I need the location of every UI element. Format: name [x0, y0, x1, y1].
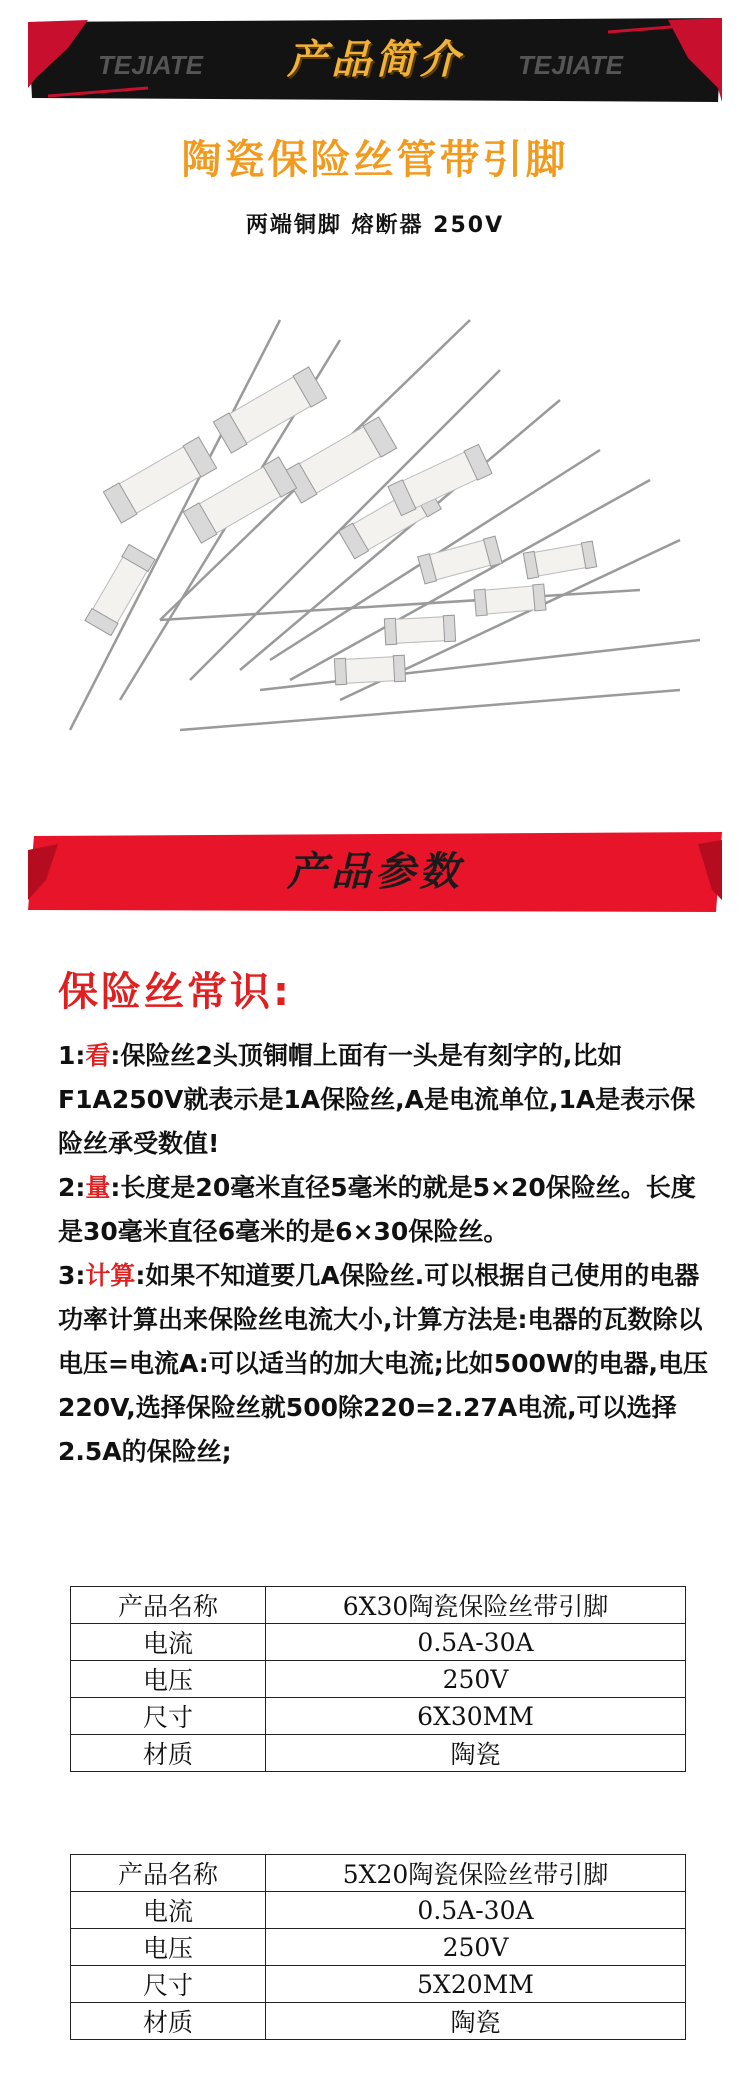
table-row — [71, 1929, 686, 1966]
table-row — [71, 1587, 686, 1624]
spec-value: 6X30陶瓷保险丝带引脚 — [266, 1587, 686, 1624]
spec-value: 陶瓷 — [266, 2003, 686, 2040]
spec-value: 陶瓷 — [266, 1735, 686, 1772]
table-row — [71, 1735, 686, 1772]
table-row — [71, 1892, 686, 1929]
spec-value: 250V — [266, 1929, 686, 1966]
spec-label: 产品名称 — [71, 1587, 266, 1624]
spec-label: 电流 — [71, 1892, 266, 1929]
spec-label: 电流 — [71, 1624, 266, 1661]
spec-value: 250V — [266, 1661, 686, 1698]
item-number: 1: — [58, 1041, 86, 1070]
spec-label: 尺寸 — [71, 1698, 266, 1735]
knowledge-item — [58, 1166, 718, 1254]
item-keyword: 看 — [85, 1041, 111, 1070]
table-row — [71, 1624, 686, 1661]
spec-label: 材质 — [71, 2003, 266, 2040]
banner-watermark-right: TEJIATE — [518, 50, 623, 80]
item-keyword: 量 — [85, 1173, 111, 1202]
spec-label: 材质 — [71, 1735, 266, 1772]
knowledge-item — [58, 1034, 718, 1166]
fuse-group — [85, 367, 597, 685]
params-banner — [28, 830, 722, 914]
spec-value: 6X30MM — [266, 1698, 686, 1735]
product-title: 陶瓷保险丝管带引脚 — [181, 137, 569, 183]
item-number: 3: — [58, 1261, 86, 1290]
knowledge-item — [58, 1254, 718, 1474]
spec-table-5x20 — [70, 1854, 686, 2040]
knowledge-list — [58, 1034, 718, 1474]
item-keyword: 计算 — [85, 1261, 136, 1290]
params-banner-title: 产品参数 — [287, 849, 463, 895]
table-row — [71, 2003, 686, 2040]
spec-table-6x30 — [70, 1586, 686, 1772]
table-row — [71, 1661, 686, 1698]
table-row — [71, 1698, 686, 1735]
knowledge-title: 保险丝常识: — [58, 969, 292, 1015]
item-number: 2: — [58, 1173, 86, 1202]
intro-banner — [28, 18, 722, 102]
banner-watermark-left: TEJIATE — [98, 50, 203, 80]
product-photo — [40, 260, 710, 740]
spec-value: 5X20陶瓷保险丝带引脚 — [266, 1855, 686, 1892]
table-row — [71, 1966, 686, 2003]
item-text: :长度是20毫米直径5毫米的就是5×20保险丝。长度是30毫米直径6毫米的是6×30保险丝。 — [58, 1173, 696, 1246]
spec-value: 0.5A-30A — [266, 1624, 686, 1661]
spec-label: 电压 — [71, 1929, 266, 1966]
spec-label: 尺寸 — [71, 1966, 266, 2003]
spec-label: 产品名称 — [71, 1855, 266, 1892]
item-text: :保险丝2头顶铜帽上面有一头是有刻字的,比如F1A250V就表示是1A保险丝,A是电流单位,1A是表示保险丝承受数值! — [58, 1041, 696, 1158]
item-text: :如果不知道要几A保险丝.可以根据自己使用的电器功率计算出来保险丝电流大小,计算方法是:电器的瓦数除以电压=电流A:可以适当的加大电流;比如500W的电器,电压220V,选择保险丝就500除220=2.27A电流,可以选择2.5A的保险丝; — [58, 1261, 709, 1466]
spec-value: 5X20MM — [266, 1966, 686, 2003]
product-subtitle: 两端铜脚 熔断器 250V — [245, 213, 505, 238]
spec-label: 电压 — [71, 1661, 266, 1698]
spec-value: 0.5A-30A — [266, 1892, 686, 1929]
table-row — [71, 1855, 686, 1892]
intro-banner-title: 产品简介 — [287, 37, 463, 83]
